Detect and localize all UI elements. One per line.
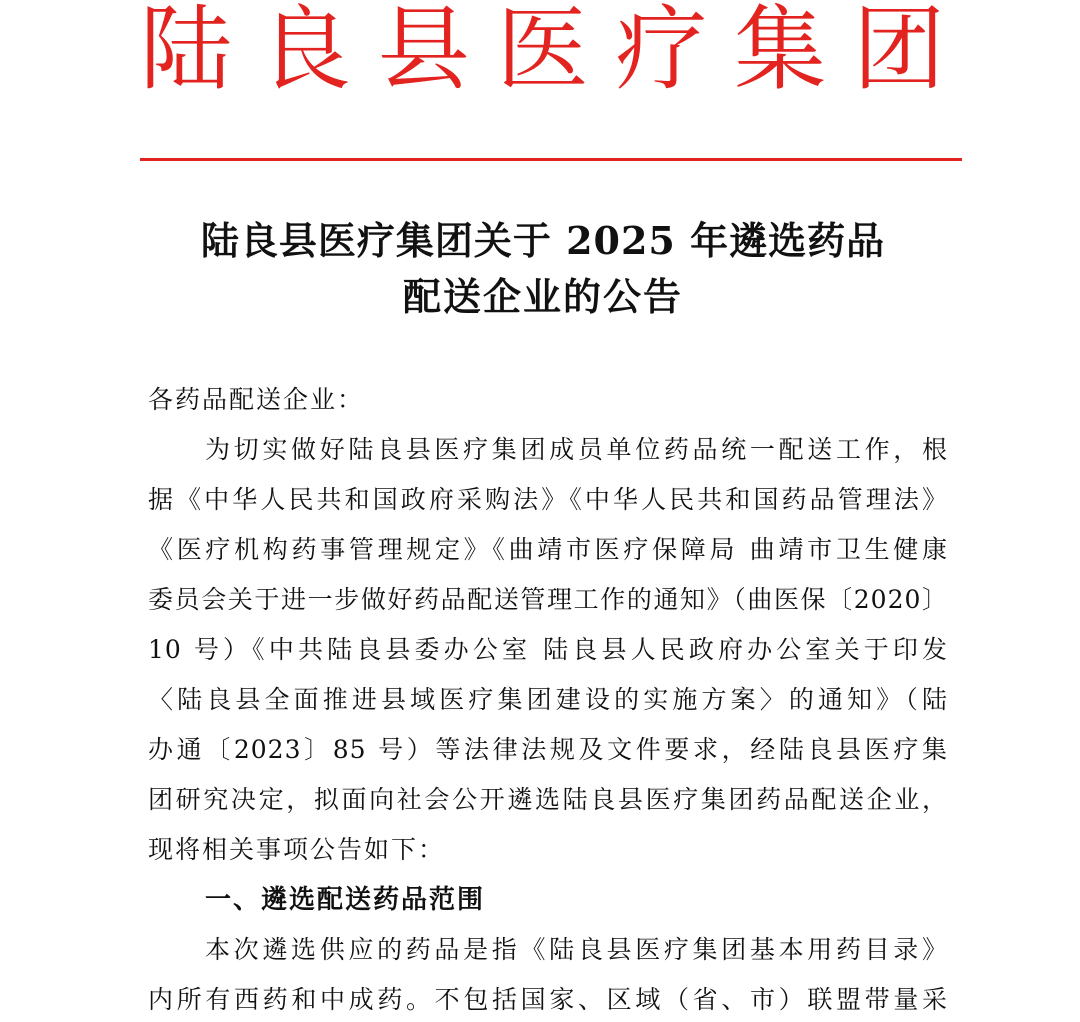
paragraph-line: 为切实做好陆良县医疗集团成员单位药品统一配送工作，根: [205, 435, 948, 464]
document-title-line-1: 陆良县医疗集团关于 2025 年遴选药品: [200, 218, 886, 263]
section-line: 内所有西药和中成药。不包括国家、区域（省、市）联盟带量采: [148, 985, 948, 1014]
paragraph-line: 《医疗机构药事管理规定》《曲靖市医疗保障局 曲靖市卫生健康: [148, 535, 948, 564]
paragraph-line: 10 号）《中共陆良县委办公室 陆良县人民政府办公室关于印发: [148, 635, 948, 664]
document-body: [148, 375, 948, 1022]
paragraph-line: 〈陆良县全面推进县域医疗集团建设的实施方案〉的通知》（陆: [148, 685, 948, 714]
section-heading: 一、遴选配送药品范围: [205, 885, 486, 915]
document-title-line-2: 配送企业的公告: [402, 274, 683, 319]
salutation: 各药品配送企业：: [148, 385, 365, 414]
paragraph-line: 办通〔2023〕85 号）等法律法规及文件要求，经陆良县医疗集: [148, 735, 948, 764]
section-line: 本次遴选供应的药品是指《陆良县医疗集团基本用药目录》: [205, 935, 948, 964]
letterhead-org-name: 陆良县医疗集团: [140, 0, 945, 100]
paragraph-line: 据《中华人民共和国政府采购法》《中华人民共和国药品管理法》: [148, 485, 948, 514]
letterhead-red-rule: [140, 158, 962, 161]
paragraph-line: 委员会关于进一步做好药品配送管理工作的通知》（曲医保〔2020〕: [148, 585, 948, 614]
paragraph-line: 现将相关事项公告如下：: [148, 835, 446, 864]
paragraph-line: 团研究决定，拟面向社会公开遴选陆良县医疗集团药品配送企业，: [148, 785, 948, 814]
